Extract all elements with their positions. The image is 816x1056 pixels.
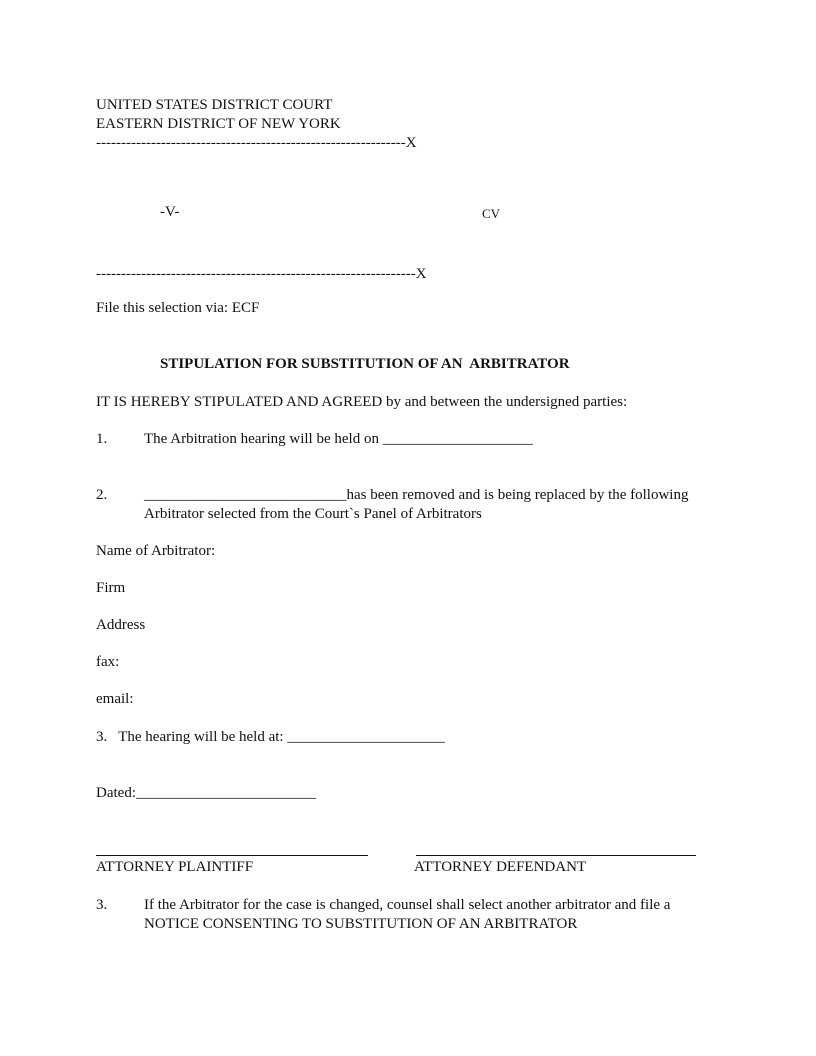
arbitrator-name-label: Name of Arbitrator: (96, 543, 216, 559)
item-1-number: 1. (96, 431, 108, 447)
plaintiff-signature-line (96, 855, 368, 856)
caption-top-divider: --------------------------------------------------------------X (96, 135, 417, 151)
case-number-suffix: CV (482, 206, 501, 221)
dated-line: Dated:________________________ (96, 785, 316, 801)
versus-label: -V- (160, 204, 180, 220)
attorney-defendant-label: ATTORNEY DEFENDANT (414, 859, 587, 875)
filing-note: File this selection via: ECF (96, 300, 260, 316)
hearing-location-line: 3. The hearing will be held at: _____________________ (96, 729, 445, 745)
item-2-number: 2. (96, 487, 108, 503)
item-2-line2: Arbitrator selected from the Court`s Panel of Arbitrators (144, 506, 482, 522)
item-3-number: 3. (96, 897, 108, 913)
court-district: EASTERN DISTRICT OF NEW YORK (96, 116, 341, 132)
arbitrator-fax-label: fax: (96, 654, 120, 670)
arbitrator-address-label: Address (96, 617, 146, 633)
preamble: IT IS HEREBY STIPULATED AND AGREED by and between the undersigned parties: (96, 394, 628, 410)
item-1-text: The Arbitration hearing will be held on ____________________ (144, 431, 533, 447)
arbitrator-firm-label: Firm (96, 580, 126, 596)
document-title: STIPULATION FOR SUBSTITUTION OF AN ARBITRATOR (160, 356, 570, 372)
defendant-signature-line (416, 855, 696, 856)
arbitrator-email-label: email: (96, 691, 134, 707)
attorney-plaintiff-label: ATTORNEY PLAINTIFF (96, 859, 254, 875)
item-3-line1: If the Arbitrator for the case is changed, counsel shall select another arbitrator and file a (144, 897, 671, 913)
court-name: UNITED STATES DISTRICT COURT (96, 97, 333, 113)
item-2-line1: ___________________________has been removed and is being replaced by the following (144, 487, 689, 503)
caption-bottom-divider: ----------------------------------------------------------------X (96, 266, 427, 282)
item-3-line2: NOTICE CONSENTING TO SUBSTITUTION OF AN ARBITRATOR (144, 916, 578, 932)
